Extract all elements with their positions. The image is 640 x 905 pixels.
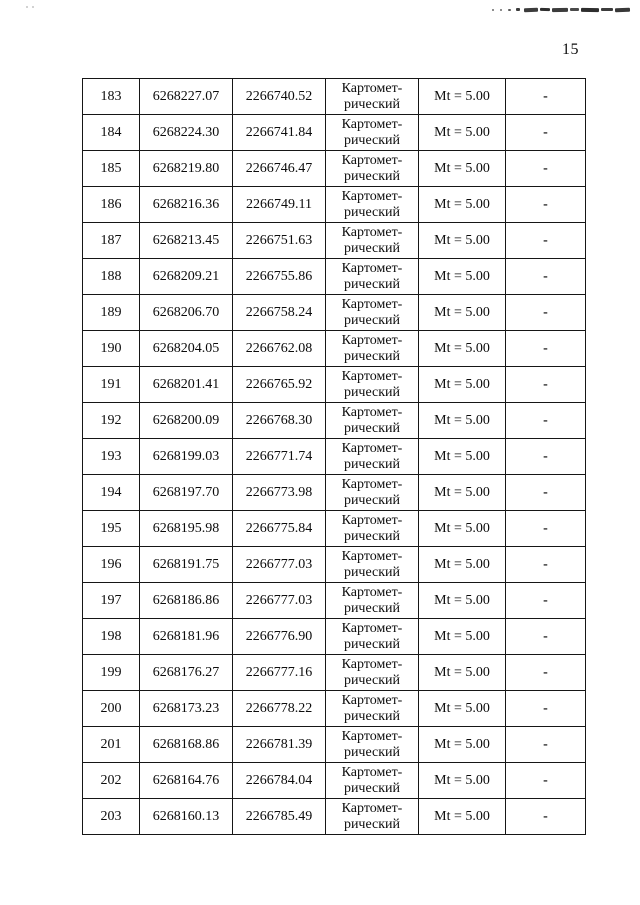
coordinate-x-cell: 6268181.96 — [140, 619, 233, 655]
accuracy-cell: Mt = 5.00 — [419, 439, 506, 475]
note-cell: - — [506, 763, 586, 799]
table-row — [83, 115, 586, 151]
method-line1: Картомет- — [341, 728, 403, 744]
method-line1: Картомет- — [341, 800, 403, 816]
method-cell — [326, 367, 419, 403]
table-row — [83, 403, 586, 439]
method-cell — [326, 799, 419, 835]
accuracy-cell: Mt = 5.00 — [419, 727, 506, 763]
method-cell — [326, 187, 419, 223]
table-row — [83, 331, 586, 367]
note-cell: - — [506, 655, 586, 691]
coordinate-x-cell: 6268213.45 — [140, 223, 233, 259]
accuracy-cell: Mt = 5.00 — [419, 511, 506, 547]
point-number-cell: 200 — [83, 691, 140, 727]
table-row — [83, 295, 586, 331]
method-line2: рический — [343, 600, 401, 616]
table-row — [83, 691, 586, 727]
coordinate-y-cell: 2266784.04 — [233, 763, 326, 799]
table-row — [83, 799, 586, 835]
note-cell: - — [506, 79, 586, 115]
coordinate-x-cell: 6268186.86 — [140, 583, 233, 619]
coordinate-y-cell: 2266751.63 — [233, 223, 326, 259]
coordinate-x-cell: 6268206.70 — [140, 295, 233, 331]
table-row — [83, 763, 586, 799]
point-number-cell: 186 — [83, 187, 140, 223]
point-number-cell: 195 — [83, 511, 140, 547]
method-line2: рический — [343, 348, 401, 364]
method-line1: Картомет- — [341, 152, 403, 168]
coordinate-y-cell: 2266777.03 — [233, 547, 326, 583]
method-line2: рический — [343, 312, 401, 328]
method-cell — [326, 79, 419, 115]
point-number-cell: 188 — [83, 259, 140, 295]
method-line2: рический — [343, 780, 401, 796]
note-cell: - — [506, 583, 586, 619]
point-number-cell: 187 — [83, 223, 140, 259]
point-number-cell: 202 — [83, 763, 140, 799]
method-line2: рический — [343, 744, 401, 760]
page-number: 15 — [562, 41, 579, 58]
accuracy-cell: Mt = 5.00 — [419, 259, 506, 295]
method-line2: рический — [343, 456, 401, 472]
note-cell: - — [506, 151, 586, 187]
note-cell: - — [506, 511, 586, 547]
method-line1: Картомет- — [341, 332, 403, 348]
table-row — [83, 475, 586, 511]
coordinate-x-cell: 6268216.36 — [140, 187, 233, 223]
method-line1: Картомет- — [341, 116, 403, 132]
method-line1: Картомет- — [341, 620, 403, 636]
table-row — [83, 547, 586, 583]
point-number-cell: 190 — [83, 331, 140, 367]
coordinate-x-cell: 6268168.86 — [140, 727, 233, 763]
method-line2: рический — [343, 204, 401, 220]
point-number-cell: 189 — [83, 295, 140, 331]
coordinate-x-cell: 6268209.21 — [140, 259, 233, 295]
method-line2: рический — [343, 708, 401, 724]
method-cell — [326, 223, 419, 259]
coordinate-x-cell: 6268164.76 — [140, 763, 233, 799]
method-cell — [326, 331, 419, 367]
method-line2: рический — [343, 384, 401, 400]
coordinate-x-cell: 6268219.80 — [140, 151, 233, 187]
table-row — [83, 583, 586, 619]
method-line2: рический — [343, 276, 401, 292]
accuracy-cell: Mt = 5.00 — [419, 79, 506, 115]
point-number-cell: 197 — [83, 583, 140, 619]
coordinate-y-cell: 2266777.03 — [233, 583, 326, 619]
coordinate-y-cell: 2266775.84 — [233, 511, 326, 547]
method-line1: Картомет- — [341, 404, 403, 420]
accuracy-cell: Mt = 5.00 — [419, 799, 506, 835]
note-cell: - — [506, 115, 586, 151]
point-number-cell: 201 — [83, 727, 140, 763]
coordinate-x-cell: 6268176.27 — [140, 655, 233, 691]
method-line2: рический — [343, 636, 401, 652]
point-number-cell: 184 — [83, 115, 140, 151]
method-line1: Картомет- — [341, 476, 403, 492]
table-row — [83, 187, 586, 223]
note-cell: - — [506, 799, 586, 835]
method-line2: рический — [343, 672, 401, 688]
note-cell: - — [506, 187, 586, 223]
method-line1: Картомет- — [341, 656, 403, 672]
accuracy-cell: Mt = 5.00 — [419, 691, 506, 727]
method-cell — [326, 259, 419, 295]
coordinate-y-cell: 2266740.52 — [233, 79, 326, 115]
point-number-cell: 193 — [83, 439, 140, 475]
method-cell — [326, 547, 419, 583]
coordinate-y-cell: 2266771.74 — [233, 439, 326, 475]
coordinate-y-cell: 2266758.24 — [233, 295, 326, 331]
coordinate-x-cell: 6268173.23 — [140, 691, 233, 727]
coordinate-y-cell: 2266768.30 — [233, 403, 326, 439]
method-line1: Картомет- — [341, 224, 403, 240]
scan-artifact-top-left — [26, 6, 44, 12]
point-number-cell: 199 — [83, 655, 140, 691]
coordinate-y-cell: 2266777.16 — [233, 655, 326, 691]
method-line1: Картомет- — [341, 368, 403, 384]
accuracy-cell: Mt = 5.00 — [419, 403, 506, 439]
accuracy-cell: Mt = 5.00 — [419, 475, 506, 511]
accuracy-cell: Mt = 5.00 — [419, 187, 506, 223]
method-line1: Картомет- — [341, 80, 403, 96]
point-number-cell: 192 — [83, 403, 140, 439]
coordinate-y-cell: 2266773.98 — [233, 475, 326, 511]
method-cell — [326, 763, 419, 799]
table-row — [83, 511, 586, 547]
method-cell — [326, 403, 419, 439]
note-cell: - — [506, 259, 586, 295]
coordinate-y-cell: 2266741.84 — [233, 115, 326, 151]
method-line2: рический — [343, 132, 401, 148]
scan-artifact-top-right — [492, 5, 640, 14]
method-cell — [326, 619, 419, 655]
table-row — [83, 223, 586, 259]
note-cell: - — [506, 223, 586, 259]
method-cell — [326, 151, 419, 187]
coordinate-y-cell: 2266778.22 — [233, 691, 326, 727]
coordinate-y-cell: 2266749.11 — [233, 187, 326, 223]
method-line2: рический — [343, 816, 401, 832]
coordinate-x-cell: 6268200.09 — [140, 403, 233, 439]
accuracy-cell: Mt = 5.00 — [419, 223, 506, 259]
table-row — [83, 619, 586, 655]
point-number-cell: 191 — [83, 367, 140, 403]
note-cell: - — [506, 547, 586, 583]
note-cell: - — [506, 403, 586, 439]
note-cell: - — [506, 691, 586, 727]
coordinate-y-cell: 2266762.08 — [233, 331, 326, 367]
accuracy-cell: Mt = 5.00 — [419, 295, 506, 331]
accuracy-cell: Mt = 5.00 — [419, 583, 506, 619]
note-cell: - — [506, 331, 586, 367]
table-row — [83, 655, 586, 691]
method-line1: Картомет- — [341, 584, 403, 600]
method-cell — [326, 475, 419, 511]
table-row — [83, 727, 586, 763]
accuracy-cell: Mt = 5.00 — [419, 655, 506, 691]
coordinate-x-cell: 6268227.07 — [140, 79, 233, 115]
method-cell — [326, 115, 419, 151]
method-line2: рический — [343, 564, 401, 580]
accuracy-cell: Mt = 5.00 — [419, 151, 506, 187]
point-number-cell: 183 — [83, 79, 140, 115]
coordinate-x-cell: 6268195.98 — [140, 511, 233, 547]
method-cell — [326, 691, 419, 727]
point-number-cell: 198 — [83, 619, 140, 655]
coordinate-x-cell: 6268197.70 — [140, 475, 233, 511]
method-line1: Картомет- — [341, 440, 403, 456]
coordinate-y-cell: 2266746.47 — [233, 151, 326, 187]
coordinate-x-cell: 6268201.41 — [140, 367, 233, 403]
method-line2: рический — [343, 420, 401, 436]
method-line2: рический — [343, 168, 401, 184]
table-row — [83, 439, 586, 475]
table-row — [83, 367, 586, 403]
accuracy-cell: Mt = 5.00 — [419, 331, 506, 367]
note-cell: - — [506, 295, 586, 331]
accuracy-cell: Mt = 5.00 — [419, 367, 506, 403]
point-number-cell: 194 — [83, 475, 140, 511]
method-cell — [326, 655, 419, 691]
point-number-cell: 185 — [83, 151, 140, 187]
point-number-cell: 196 — [83, 547, 140, 583]
coordinate-x-cell: 6268191.75 — [140, 547, 233, 583]
coordinates-table-body — [83, 79, 586, 835]
method-cell — [326, 439, 419, 475]
coordinate-y-cell: 2266765.92 — [233, 367, 326, 403]
note-cell: - — [506, 367, 586, 403]
note-cell: - — [506, 727, 586, 763]
method-cell — [326, 583, 419, 619]
accuracy-cell: Mt = 5.00 — [419, 547, 506, 583]
coordinates-table — [82, 78, 586, 835]
coordinate-x-cell: 6268204.05 — [140, 331, 233, 367]
method-line1: Картомет- — [341, 764, 403, 780]
method-cell — [326, 295, 419, 331]
table-row — [83, 79, 586, 115]
note-cell: - — [506, 619, 586, 655]
method-line1: Картомет- — [341, 296, 403, 312]
note-cell: - — [506, 475, 586, 511]
method-line2: рический — [343, 240, 401, 256]
coordinate-x-cell: 6268160.13 — [140, 799, 233, 835]
method-cell — [326, 727, 419, 763]
coordinate-x-cell: 6268224.30 — [140, 115, 233, 151]
coordinate-y-cell: 2266776.90 — [233, 619, 326, 655]
accuracy-cell: Mt = 5.00 — [419, 115, 506, 151]
table-row — [83, 151, 586, 187]
accuracy-cell: Mt = 5.00 — [419, 763, 506, 799]
method-cell — [326, 511, 419, 547]
coordinate-y-cell: 2266755.86 — [233, 259, 326, 295]
point-number-cell: 203 — [83, 799, 140, 835]
method-line1: Картомет- — [341, 260, 403, 276]
method-line1: Картомет- — [341, 548, 403, 564]
method-line2: рический — [343, 96, 401, 112]
table-row — [83, 259, 586, 295]
coordinate-y-cell: 2266785.49 — [233, 799, 326, 835]
coordinate-x-cell: 6268199.03 — [140, 439, 233, 475]
accuracy-cell: Mt = 5.00 — [419, 619, 506, 655]
method-line2: рический — [343, 492, 401, 508]
method-line1: Картомет- — [341, 188, 403, 204]
note-cell: - — [506, 439, 586, 475]
method-line2: рический — [343, 528, 401, 544]
method-line1: Картомет- — [341, 692, 403, 708]
method-line1: Картомет- — [341, 512, 403, 528]
coordinate-y-cell: 2266781.39 — [233, 727, 326, 763]
